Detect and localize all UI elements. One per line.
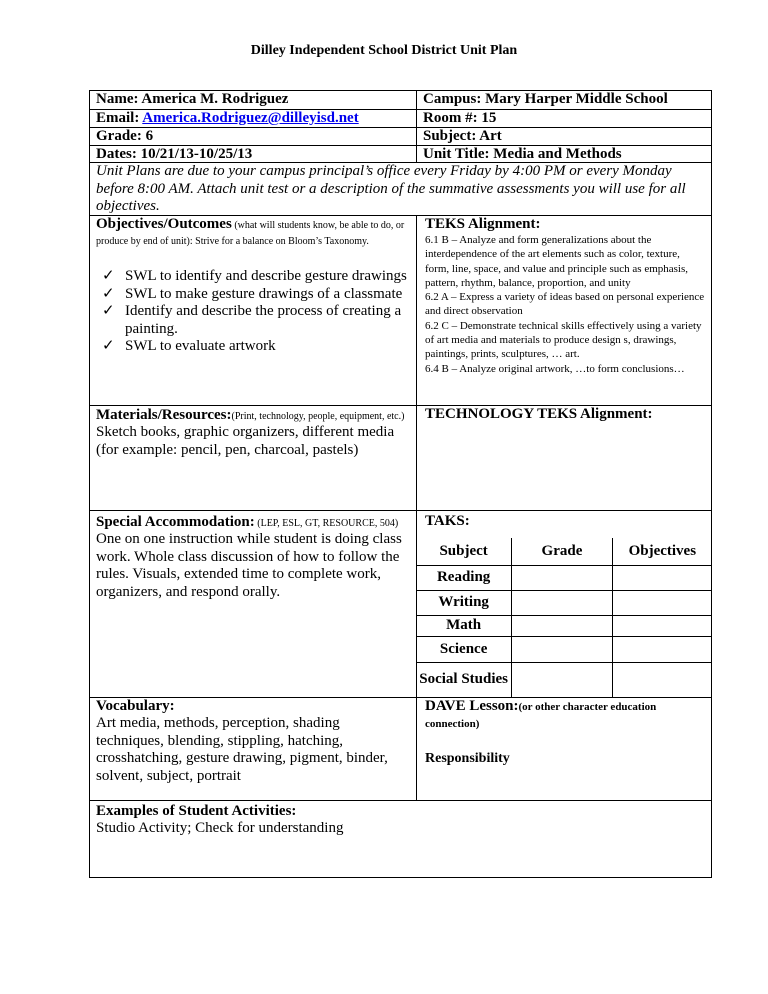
- dave-value: Responsibility: [425, 751, 510, 766]
- vocabulary-text: Art media, methods, perception, shading techniques, blending, stippling, hatching, crosshatching, gesture drawing, pigment, binder, solvent, subject, portrait: [96, 715, 388, 784]
- table-row: Social Studies: [416, 662, 712, 697]
- accommodation-section: [90, 511, 416, 601]
- unit-title-field: Unit Title: Media and Methods: [423, 146, 622, 162]
- materials-heading: Materials/Resources:: [96, 407, 232, 423]
- teks-item: 6.2 A – Express a variety of ideas based on personal experience and direct observation: [425, 291, 705, 318]
- dave-section: [417, 698, 711, 767]
- instructions-text: Unit Plans are due to your campus principal’s office every Friday by 4:00 PM or every Monday before 8:00 AM. Attach unit test or a description of the summative assessments you will use for all objectives.: [96, 163, 686, 214]
- activities-section: [90, 801, 711, 838]
- checkmark-icon: ✓: [102, 285, 115, 302]
- teks-item: 6.4 B – Analyze original artwork, …to form conclusions…: [425, 362, 685, 375]
- room-field: Room #: 15: [423, 110, 497, 126]
- column-header: Grade: [512, 538, 612, 565]
- dave-note: (or other character education connection): [425, 701, 657, 730]
- teks-section: [417, 216, 711, 376]
- vocabulary-section: [90, 698, 416, 785]
- table-row: Science: [416, 636, 712, 662]
- table-row: Writing: [416, 590, 712, 615]
- teks-heading: TEKS Alignment:: [425, 216, 541, 232]
- checkmark-icon: ✓: [102, 303, 115, 319]
- list-item: ✓ SWL to make gesture drawings of a classmate: [102, 285, 403, 302]
- campus-field: Campus: Mary Harper Middle School: [423, 91, 668, 107]
- dave-heading: DAVE Lesson:: [425, 698, 519, 714]
- table-row: Math: [416, 615, 712, 636]
- dates-field: Dates: 10/21/13-10/25/13: [96, 146, 253, 162]
- list-item: ✓ SWL to evaluate artwork: [102, 338, 276, 354]
- teks-item: 6.1 B – Analyze and form generalizations about the interdependence of the art elements such as color, texture, form, line, space, and value and principle such as emphasis, pattern, rhythm, balance, proportion, and unity: [425, 234, 689, 289]
- accommodation-heading: Special Accommodation:: [96, 514, 255, 530]
- column-header: Subject: [416, 538, 512, 565]
- checkmark-icon: ✓: [102, 338, 115, 354]
- accommodation-text: One on one instruction while student is doing class work. Whole class discussion of how to follow the rules. Visuals, extended time to complete work, organizers, and respond orally.: [96, 531, 402, 600]
- document-title: Dilley Independent School District Unit Plan: [250, 43, 518, 58]
- name-field: Name: America M. Rodriguez: [96, 91, 289, 107]
- activities-heading: Examples of Student Activities:: [96, 803, 297, 819]
- vocabulary-heading: Vocabulary:: [96, 698, 175, 714]
- checkmark-icon: ✓: [102, 268, 115, 284]
- list-item: ✓ SWL to identify and describe gesture drawings: [102, 268, 407, 284]
- email-field: Email: America.Rodriguez@dilleyisd.net: [96, 110, 359, 126]
- table-header-row: [416, 538, 712, 565]
- column-header: Objectives: [612, 538, 712, 565]
- activities-text: Studio Activity; Check for understanding: [96, 820, 344, 836]
- table-row: Reading: [416, 565, 712, 590]
- accommodation-note: (LEP, ESL, GT, RESOURCE, 504): [254, 518, 399, 529]
- objectives-section: [90, 216, 416, 356]
- teks-item: 6.2 C – Demonstrate technical skills effectively using a variety of art media and materials to produce design s, drawings, paintings, prints, sculptures, … art.: [425, 319, 702, 361]
- objectives-note: (what will students know, be able to do, or produce by end of unit): Strive for a balance on Bloom’s Taxonomy.: [96, 220, 405, 247]
- materials-text: Sketch books, graphic organizers, different media (for example: pencil, pen, charcoal, pastels): [96, 424, 395, 458]
- objectives-list: [102, 268, 410, 356]
- materials-section: [90, 406, 416, 459]
- objectives-heading: Objectives/Outcomes: [96, 216, 232, 232]
- subject-field: Subject: Art: [423, 128, 502, 144]
- tech-teks-heading: TECHNOLOGY TEKS Alignment:: [425, 406, 653, 422]
- taks-table: [416, 538, 712, 698]
- taks-heading: TAKS:: [425, 513, 470, 529]
- grade-field: Grade: 6: [96, 128, 154, 144]
- list-item: ✓ Identify and describe the process of creating a painting.: [102, 303, 402, 337]
- materials-note: (Print, technology, people, equipment, etc.): [231, 411, 405, 422]
- email-link[interactable]: America.Rodriguez@dilleyisd.net: [142, 110, 359, 126]
